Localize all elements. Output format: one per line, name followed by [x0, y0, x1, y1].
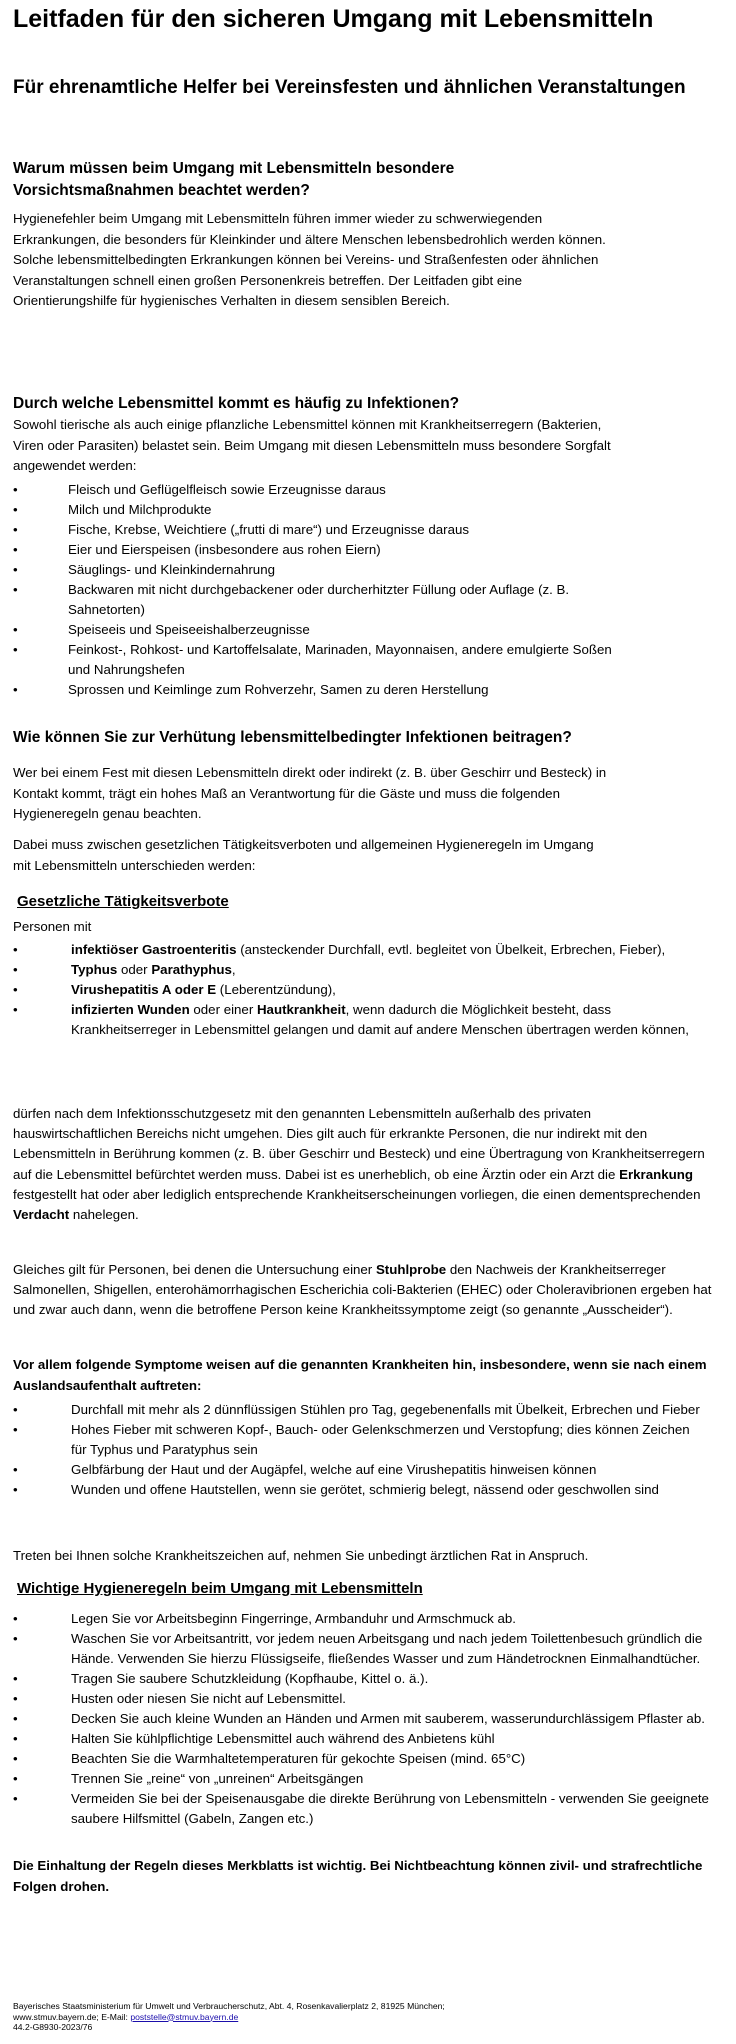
term-detail: ,	[231, 962, 236, 977]
bullet-icon: •	[13, 1771, 18, 1786]
text-run: den Nachweis der Krankheitserreger Salmonellen, Shigellen, enterohämorrhagischen Escherichia coli-Bakterien (EHEC) oder Choleravibrionen ergeben hat und zwar auch dann, wenn die betroffene Person keine Krankheitssymptome zeigt (so genannte „Ausscheider“).	[13, 1262, 712, 1318]
bullet-icon: •	[13, 582, 18, 597]
bullet-icon: •	[13, 502, 18, 517]
bold-term: Virushepatitis A oder E	[71, 982, 217, 997]
list-item-text: Säuglings- und Kleinkindernahrung	[68, 562, 275, 577]
bold-term: Erkrankung	[619, 1166, 693, 1182]
bullet-icon: •	[13, 1731, 18, 1746]
list-item-text: Durchfall mit mehr als 2 dünnflüssigen Stühlen pro Tag, gegebenenfalls mit Übelkeit, Erbrechen und Fieber	[71, 1402, 700, 1417]
list-item	[13, 1769, 723, 1789]
text-run: festgestellt hat oder aber lediglich entsprechende Krankheitserscheinungen vorliegen, die einen dementsprechenden	[13, 1186, 701, 1202]
bullet-icon: •	[13, 1751, 18, 1766]
list-item	[13, 480, 613, 500]
bullet-icon: •	[13, 522, 18, 537]
footer-contact	[13, 2012, 725, 2023]
section-heading-bans: Gesetzliche Tätigkeitsverbote	[17, 893, 229, 910]
section-heading-why: Warum müssen beim Umgang mit Lebensmitteln besondere Vorsichtsmaßnahmen beachtet werden?	[13, 160, 455, 199]
bullet-icon: •	[13, 1791, 18, 1806]
section-heading-hygiene: Wichtige Hygieneregeln beim Umgang mit Lebensmitteln	[17, 1580, 423, 1597]
list-item	[13, 1400, 703, 1420]
bullet-icon: •	[13, 942, 18, 957]
term-detail: (ansteckender Durchfall, evtl. begleitet von Übelkeit, Erbrechen, Fieber),	[236, 942, 666, 957]
list-item-text: Trennen Sie „reine“ von „unreinen“ Arbeitsgängen	[71, 1771, 364, 1786]
bullet-icon: •	[13, 1422, 18, 1437]
bold-term: Verdacht	[13, 1207, 70, 1223]
list-item-text: Backwaren mit nicht durchgebackener oder durcherhitzter Füllung oder Auflage (z. B. Sahnetorten)	[68, 582, 570, 617]
list-item-text: Sprossen und Keimlinge zum Rohverzehr, Samen zu deren Herstellung	[68, 682, 489, 697]
footer-address: Bayerisches Staatsministerium für Umwelt und Verbraucherschutz, Abt. 4, Rosenkavalierplatz 2, 81925 München;	[13, 2001, 445, 2011]
list-item	[13, 1789, 723, 1829]
bullet-icon: •	[13, 622, 18, 637]
list-item	[13, 540, 613, 560]
prevention-text-1: Wer bei einem Fest mit diesen Lebensmitteln direkt oder indirekt (z. B. über Geschirr und Besteck) in Kontakt kommt, trägt ein hohes Maß an Verantwortung für die Gäste und muss die folgenden Hygieneregeln genau beachten.	[13, 765, 607, 822]
section-text-why: Hygienefehler beim Umgang mit Lebensmitteln führen immer wieder zu schwerwiegenden Erkrankungen, die besonders für Kleinkinder und ältere Menschen lebensbedrohlich werden können. Solche lebensmittelbedingten Erkrankungen können bei Vereins- und Straßenfesten oder ähnlichen Veranstaltungen schnell einen großen Personenkreis betreffen. Der Leitfaden gibt eine Orientierungshilfe für hygienisches Verhalten in diesem sensiblen Bereich.	[13, 211, 606, 309]
bullet-icon: •	[13, 1671, 18, 1686]
list-item	[13, 980, 713, 1000]
list-item-text: Fleisch und Geflügelfleisch sowie Erzeugnisse daraus	[68, 482, 386, 497]
bullet-icon: •	[13, 1002, 18, 1017]
bold-term: infektiöser Gastroenteritis	[71, 942, 237, 957]
term-detail: , wenn dadurch die Möglichkeit besteht, dass Krankheitserreger in Lebensmittel gelangen und damit auf andere Menschen übertragen werden können,	[71, 1002, 689, 1037]
bullet-icon: •	[13, 1462, 18, 1477]
footer-email-link[interactable]: poststelle@stmuv.bayern.de	[130, 2011, 239, 2022]
bans-paragraph-1	[13, 1104, 713, 1225]
bullet-icon: •	[13, 482, 18, 497]
list-item-text: Beachten Sie die Warmhaltetemperaturen für gekochte Speisen (mind. 65°C)	[71, 1751, 526, 1766]
list-item	[13, 1480, 703, 1500]
bold-term: Typhus	[71, 962, 118, 977]
hygiene-rules-list	[13, 1609, 723, 1829]
bullet-icon: •	[13, 1482, 18, 1497]
symptoms-heading: Vor allem folgende Symptome weisen auf die genannten Krankheiten hin, insbesondere, wenn sie nach einem Auslandsaufenthalt auftreten:	[13, 1357, 707, 1393]
section-text-foods: Sowohl tierische als auch einige pflanzliche Lebensmittel können mit Krankheitserregern (Bakterien, Viren oder Parasiten) belastet sein. Beim Umgang mit diesen Lebensmitteln muss besondere Sorgfalt angewendet werden:	[13, 417, 611, 474]
list-item-text: Feinkost-, Rohkost- und Kartoffelsalate, Marinaden, Mayonnaisen, andere emulgierte Soßen und Nahrungshefen	[68, 642, 612, 677]
list-item	[13, 1460, 703, 1480]
list-item-text: Speiseeis und Speiseeishalberzeugnisse	[68, 622, 310, 637]
term-detail: (Leberentzündung),	[216, 982, 336, 997]
list-item	[13, 500, 613, 520]
bullet-icon: •	[13, 1631, 18, 1646]
list-item	[13, 520, 613, 540]
footer	[13, 2001, 725, 2033]
list-item	[13, 1609, 723, 1629]
list-item-text: Tragen Sie saubere Schutzkleidung (Kopfhaube, Kittel o. ä.).	[71, 1671, 429, 1686]
list-item	[13, 1000, 713, 1040]
list-item	[13, 1749, 723, 1769]
term-detail: oder einer	[189, 1002, 257, 1017]
bullet-icon: •	[13, 642, 18, 657]
bullet-icon: •	[13, 1611, 18, 1626]
bullet-icon: •	[13, 682, 18, 697]
text-run: Gleiches gilt für Personen, bei denen die Untersuchung einer	[13, 1262, 376, 1277]
list-item-text: Milch und Milchprodukte	[68, 502, 212, 517]
bullet-icon: •	[13, 1402, 18, 1417]
section-heading-prevention: Wie können Sie zur Verhütung lebensmittelbedingter Infektionen beitragen?	[13, 729, 572, 746]
list-item-text: Fische, Krebse, Weichtiere („frutti di mare“) und Erzeugnisse daraus	[68, 522, 470, 537]
document-title: Leitfaden für den sicheren Umgang mit Lebensmitteln	[13, 5, 654, 33]
bullet-icon: •	[13, 562, 18, 577]
bullet-icon: •	[13, 982, 18, 997]
list-item-text: Vermeiden Sie bei der Speisenausgabe die direkte Berührung von Lebensmitteln - verwenden Sie geeignete saubere Hilfsmittel (Gabeln, Zangen etc.)	[71, 1791, 709, 1826]
list-item-text: Husten oder niesen Sie nicht auf Lebensmittel.	[71, 1691, 346, 1706]
list-item	[13, 960, 713, 980]
bullet-icon: •	[13, 1711, 18, 1726]
list-item	[13, 580, 613, 620]
bullet-icon: •	[13, 1691, 18, 1706]
closing-note: Die Einhaltung der Regeln dieses Merkblatts ist wichtig. Bei Nichtbeachtung können zivil- und strafrechtliche Folgen drohen.	[13, 1858, 703, 1894]
bold-term: Hautkrankheit	[256, 1002, 346, 1017]
list-item	[13, 680, 613, 700]
bans-list	[13, 940, 713, 1040]
document-subtitle: Für ehrenamtliche Helfer bei Vereinsfesten und ähnlichen Veranstaltungen	[13, 77, 686, 98]
list-item	[13, 940, 713, 960]
list-item	[13, 1689, 723, 1709]
list-item	[13, 640, 613, 680]
list-item	[13, 1669, 723, 1689]
list-item-text: Gelbfärbung der Haut und der Augäpfel, welche auf eine Virushepatitis hinweisen können	[71, 1462, 597, 1477]
food-list	[13, 480, 613, 700]
text-run: nahelegen.	[69, 1207, 139, 1223]
prevention-text-2: Dabei muss zwischen gesetzlichen Tätigkeitsverboten und allgemeinen Hygieneregeln im Umgang mit Lebensmitteln unterschieden werden:	[13, 837, 594, 873]
bullet-icon: •	[13, 962, 18, 977]
list-item-text: Hohes Fieber mit schweren Kopf-, Bauch- oder Gelenkschmerzen und Verstopfung; dies können Zeichen für Typhus und Paratyphus sein	[71, 1422, 690, 1457]
bullet-icon: •	[13, 542, 18, 557]
list-item-text: Wunden und offene Hautstellen, wenn sie gerötet, schmierig belegt, nässend oder geschwollen sind	[71, 1482, 659, 1497]
symptoms-list	[13, 1400, 703, 1500]
list-item	[13, 1420, 703, 1460]
text-run: dürfen nach dem Infektionsschutzgesetz mit den genannten Lebensmitteln außerhalb des privaten hauswirtschaftlichen Bereichs nicht umgehen. Dies gilt auch für erkrankte Personen, die nur indirekt mit den Lebensmitteln in Berührung kommen (z. B. über Geschirr und Besteck) und eine Übertragung von Krankheitserregern auf die Lebensmittel befürchtet werden muss. Dabei ist es unerheblich, ob eine Ärztin oder ein Arzt die	[13, 1106, 705, 1182]
list-item	[13, 1729, 723, 1749]
bans-intro: Personen mit	[13, 919, 92, 934]
term-detail: oder	[117, 962, 152, 977]
list-item	[13, 1709, 723, 1729]
bold-term: Parathyphus	[151, 962, 232, 977]
list-item	[13, 1629, 723, 1669]
bold-term: Stuhlprobe	[375, 1262, 447, 1277]
footer-reference: 44.2-G8930-2023/76	[13, 2022, 93, 2032]
bans-paragraph-2	[13, 1260, 713, 1321]
list-item-text: Halten Sie kühlpflichtige Lebensmittel auch während des Anbietens kühl	[71, 1731, 495, 1746]
medical-advice: Treten bei Ihnen solche Krankheitszeichen auf, nehmen Sie unbedingt ärztlichen Rat in Anspruch.	[13, 1548, 589, 1563]
list-item-text: Decken Sie auch kleine Wunden an Händen und Armen mit sauberem, wasserundurchlässigem Pflaster ab.	[71, 1711, 705, 1726]
section-heading-foods: Durch welche Lebensmittel kommt es häufig zu Infektionen?	[13, 395, 460, 412]
footer-website: www.stmuv.bayern.de; E-Mail:	[13, 2011, 131, 2022]
list-item-text: Waschen Sie vor Arbeitsantritt, vor jedem neuen Arbeitsgang und nach jedem Toilettenbesuch gründlich die Hände. Verwenden Sie hierzu Flüssigseife, fließendes Wasser und zum Händetrocknen Einmalhandtücher.	[71, 1631, 703, 1666]
list-item-text: Legen Sie vor Arbeitsbeginn Fingerringe, Armbanduhr und Armschmuck ab.	[71, 1611, 516, 1626]
list-item	[13, 560, 613, 580]
bold-term: infizierten Wunden	[71, 1002, 190, 1017]
list-item-text: Eier und Eierspeisen (insbesondere aus rohen Eiern)	[68, 542, 381, 557]
list-item	[13, 620, 613, 640]
